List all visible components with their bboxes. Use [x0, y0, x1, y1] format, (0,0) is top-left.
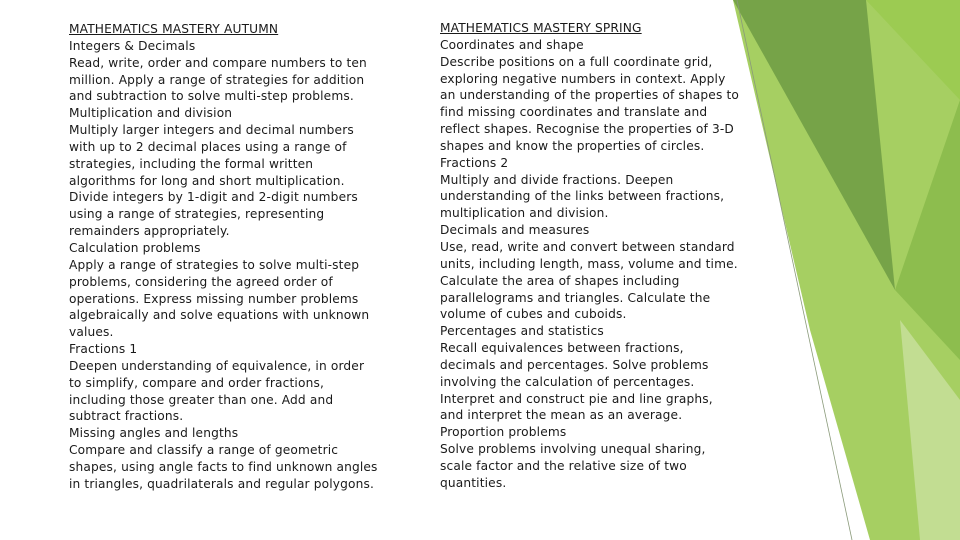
autumn-topic-calculation: Calculation problems: [69, 240, 201, 255]
spring-heading: MATHEMATICS MASTERY SPRING: [440, 21, 642, 35]
spring-text: Multiply and divide fractions. Deepen understanding of the links between fractions, multiplication and division.: [440, 172, 725, 221]
autumn-topic-fractions: Fractions 1: [69, 342, 138, 357]
spring-topic-decimals: Decimals and measures: [440, 223, 590, 238]
spring-column: [440, 20, 740, 492]
autumn-heading: MATHEMATICS MASTERY AUTUMN: [69, 22, 279, 36]
autumn-column: [69, 21, 379, 493]
autumn-text: Compare and classify a range of geometric shapes, using angle facts to find unknown angles in triangles, quadrilaterals and regular polygons.: [69, 443, 378, 491]
autumn-text: Deepen understanding of equivalence, in order to simplify, compare and order fractions, including those greater than one. Add and subtract fractions.: [69, 358, 365, 424]
spring-topic-coordinates: Coordinates and shape: [440, 37, 584, 52]
spring-topic-proportion: Proportion problems: [440, 425, 567, 440]
spring-topic-fractions: Fractions 2: [440, 155, 509, 170]
spring-text: Solve problems involving unequal sharing, scale factor and the relative size of two quantities.: [440, 442, 706, 490]
autumn-topic-angles: Missing angles and lengths: [69, 426, 239, 441]
autumn-text: Multiply larger integers and decimal numbers with up to 2 decimal places using a range of strategies, including the formal written algorithms for long and short multiplication. Divide integers by 1-digit and 2-digit numbers using a range of strategies, representing remainders appropriately.: [69, 123, 358, 239]
spring-text: Recall equivalences between fractions, decimals and percentages. Solve problems involving the calculation of percentages. Interpret and construct pie and line graphs, and interpret the mean as an average.: [440, 341, 713, 423]
autumn-text: Apply a range of strategies to solve multi-step problems, considering the agreed order of operations. Express missing number problems algebraically and solve equations with unknown values.: [69, 257, 370, 340]
autumn-topic-multiplication: Multiplication and division: [69, 106, 233, 121]
spring-text: Describe positions on a full coordinate grid, exploring negative numbers in context. Apply an understanding of the properties of shapes to find missing coordinates and translate and reflect shapes. Recognise the properties of 3-D shapes and know the properties of circles.: [440, 54, 740, 153]
spring-topic-percentages: Percentages and statistics: [440, 324, 604, 339]
spring-text: Use, read, write and convert between standard units, including length, mass, volume and time. Calculate the area of shapes including parallelograms and triangles. Calculate the volume of cubes and cuboids.: [440, 239, 738, 322]
autumn-topic-integers: Integers & Decimals: [69, 38, 196, 53]
autumn-text: Read, write, order and compare numbers to ten million. Apply a range of strategies for addition and subtraction to solve multi-step problems.: [69, 55, 367, 104]
